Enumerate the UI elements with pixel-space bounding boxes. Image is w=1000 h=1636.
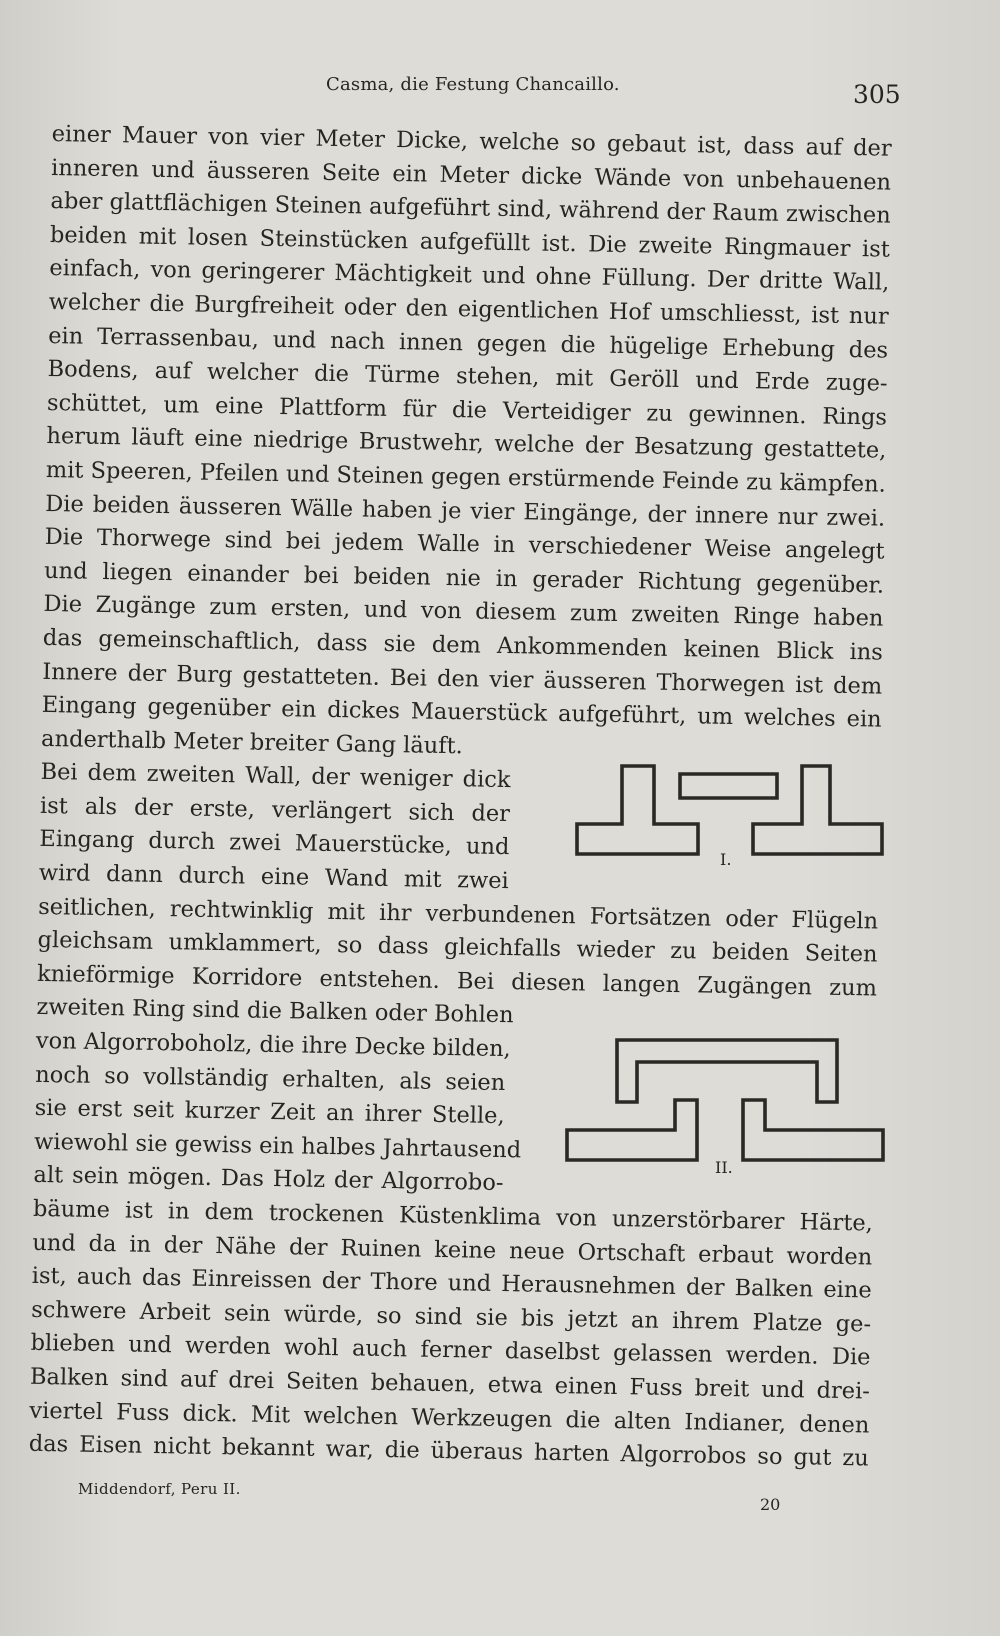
text-line: welcher die Burgfreiheit oder den eigentlichen Hof umschliesst, ist nur — [48, 288, 889, 330]
text-line: und da in der Nähe der Ruinen keine neue Ortschaft erbaut worden — [32, 1229, 873, 1271]
text-line: Eingang gegenüber ein dickes Mauerstück aufgeführt, um welches ein — [41, 692, 882, 733]
running-title: Casma, die Festung Chancaillo. — [326, 74, 620, 95]
text-line: beiden mit losen Steinstücken aufgefüllt ist. Die zweite Ringmauer ist — [49, 221, 891, 263]
figure-label: II. — [715, 1158, 733, 1177]
text-line: viertel Fuss dick. Mit welchen Werkzeugen die alten Indianer, denen — [29, 1397, 870, 1439]
text-line: Bei dem zweiten Wall, der weniger dick — [40, 759, 511, 794]
text-line: wird dann durch eine Wand mit zwei — [38, 859, 509, 895]
text-line: noch so vollständig erhalten, als seien — [35, 1061, 506, 1096]
text-line: Bodens, auf welcher die Türme stehen, mit Geröll und Erde zuge- — [47, 356, 888, 397]
text-line: inneren und äusseren Seite ein Meter dicke Wände von unbehauenen — [50, 154, 892, 196]
text-line: blieben und werden wohl auch ferner daselbst gelassen werden. Die — [30, 1330, 871, 1371]
text-line: ist als der erste, verlängert sich der — [39, 792, 511, 827]
text-line: wiewohl sie gewiss ein halbes Jahrtausend — [33, 1128, 522, 1164]
text-line: aber glattflächigen Steinen aufgeführt sind, während der Raum zwischen — [50, 188, 891, 229]
text-line: von Algorroboholz, die ihre Decke bilden, — [35, 1027, 511, 1063]
text-line: das gemeinschaftlich, dass sie dem Ankommenden keinen Blick ins — [42, 624, 884, 666]
text-line: einfach, von geringerer Mächtigkeit und ohne Füllung. Der dritte Wall, — [49, 255, 890, 297]
figure-label: I. — [720, 850, 732, 869]
text-line: Eingang durch zwei Mauerstücke, und — [39, 826, 510, 861]
text-line: Innere der Burg gestatteten. Bei den vier äusseren Thorwegen ist dem — [42, 658, 883, 700]
figure-gateway-plan-2 — [565, 1030, 895, 1190]
text-line: ist, auch das Einreissen der Thore und Herausnehmen der Balken eine — [31, 1263, 872, 1304]
text-line: sie erst seit kurzer Zeit an ihrer Stelle, — [34, 1095, 505, 1130]
text-line: mit Speeren, Pfeilen und Steinen gegen erstürmende Feinde zu kämpfen. — [45, 456, 886, 498]
text-line: herum läuft eine niedrige Brustwehr, welche der Besatzung gestattete, — [46, 423, 887, 464]
text-line: Die Thorwege sind bei jedem Walle in verschiedener Weise angelegt — [44, 524, 885, 565]
text-line: zweiten Ring sind die Balken oder Bohlen — [36, 994, 514, 1029]
sheet-signature: 20 — [760, 1495, 781, 1514]
text-line: bäume ist in dem trockenen Küstenklima von unzerstörbarer Härte, — [32, 1195, 874, 1237]
text-line: Die Zugänge zum ersten, und von diesem zum zweiten Ringe haben — [43, 591, 884, 632]
text-line: Die beiden äusseren Wälle haben je vier Eingänge, der innere nur zwei. — [45, 490, 886, 532]
signature-note: Middendorf, Peru II. — [78, 1480, 241, 1498]
text-line: alt sein mögen. Das Holz der Algorrobo- — [33, 1162, 504, 1197]
text-line: schwere Arbeit sein würde, so sind sie bis jetzt an ihrem Platze ge- — [30, 1296, 872, 1338]
text-line: schüttet, um eine Plattform für die Verteidiger zu gewinnen. Rings — [46, 389, 888, 431]
text-line: ein Terrassenbau, und nach innen gegen die hügelige Erhebung des — [47, 322, 889, 364]
text-line: seitlichen, rechtwinklig mit ihr verbundenen Fortsätzen oder Flügeln — [38, 893, 879, 935]
text-line: anderthalb Meter breiter Gang läuft. — [40, 725, 464, 759]
text-line: einer Mauer von vier Meter Dicke, welche so gebaut ist, dass auf der — [51, 120, 892, 162]
figure-gateway-plan-1 — [570, 762, 890, 872]
text-line: gleichsam umklammert, so dass gleichfalls wieder zu beiden Seiten — [37, 927, 878, 968]
page-number: 305 — [853, 80, 901, 109]
text-line: Balken sind auf drei Seiten behauen, etwa einen Fuss breit und drei- — [29, 1363, 871, 1405]
text-line: knieförmige Korridore entstehen. Bei diesen langen Zugängen zum — [36, 960, 878, 1002]
text-line: das Eisen nicht bekannt war, die überaus harten Algorrobos so gut zu — [28, 1430, 869, 1472]
text-line: und liegen einander bei beiden nie in gerader Richtung gegenüber. — [43, 557, 885, 599]
